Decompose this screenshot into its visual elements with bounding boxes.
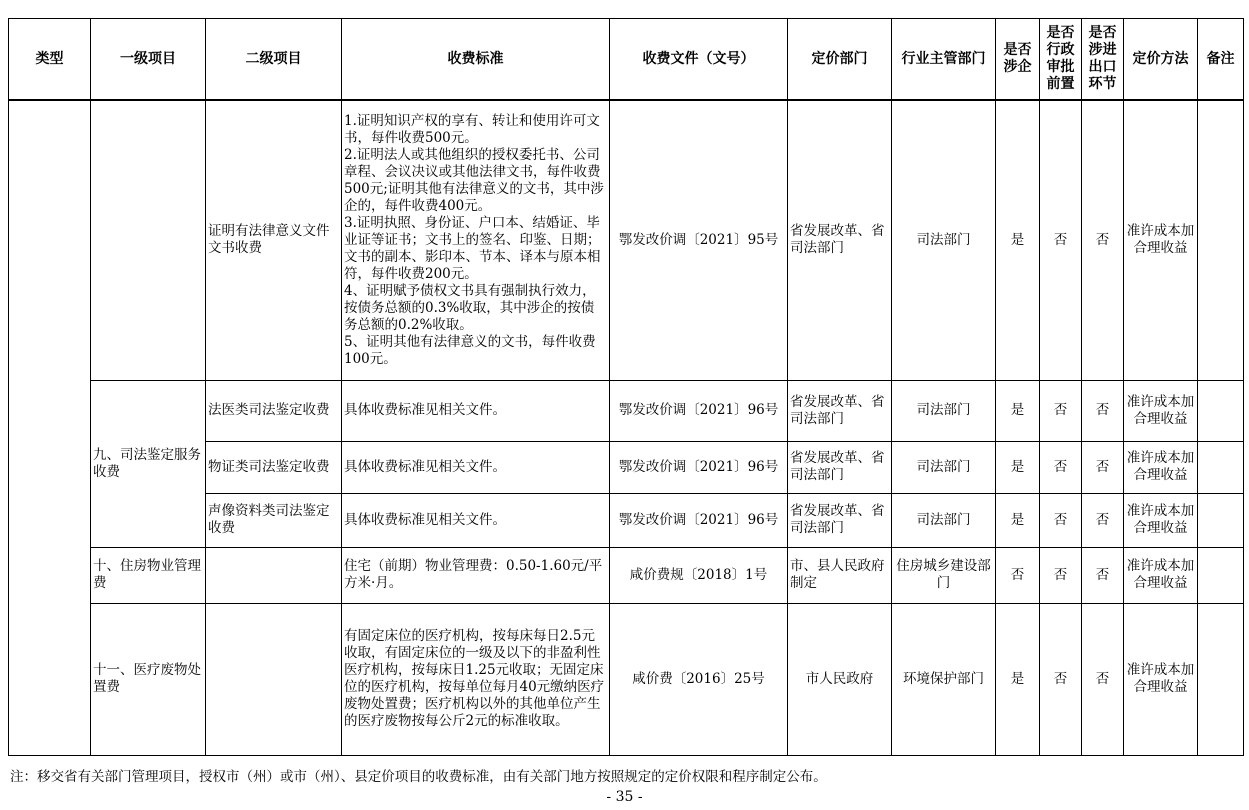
cell-pricing-method: 准许成本加合理收益 xyxy=(1124,441,1198,493)
header-level2: 二级项目 xyxy=(206,19,342,101)
cell-industry-dept: 司法部门 xyxy=(892,100,996,380)
cell-pricing-dept: 省发展改革、省司法部门 xyxy=(788,441,892,493)
cell-level1: 十、住房物业管理费 xyxy=(91,547,206,603)
cell-level2: 法医类司法鉴定收费 xyxy=(206,380,342,441)
standard-item: 5、证明其他有法律意义的文书，每件收费100元。 xyxy=(344,333,596,367)
header-pricing-method: 定价方法 xyxy=(1124,19,1198,101)
table-row xyxy=(9,380,1244,441)
cell-pricing-method: 准许成本加合理收益 xyxy=(1124,493,1198,547)
cell-remarks xyxy=(1198,380,1244,441)
header-level1: 一级项目 xyxy=(91,19,206,101)
cell-export-link: 否 xyxy=(1082,493,1124,547)
standard-item: 1.证明知识产权的享有、转让和使用许可文书，每件收费500元。 xyxy=(344,112,600,146)
cell-type xyxy=(9,100,91,755)
cell-export-link: 否 xyxy=(1082,603,1124,755)
cell-pre-approval: 否 xyxy=(1040,100,1082,380)
cell-document: 鄂发改价调〔2021〕96号 xyxy=(610,380,788,441)
cell-involves-enterprise: 是 xyxy=(996,603,1040,755)
cell-document: 咸价费规〔2018〕1号 xyxy=(610,547,788,603)
cell-pricing-dept: 省发展改革、省司法部门 xyxy=(788,493,892,547)
cell-export-link: 否 xyxy=(1082,441,1124,493)
cell-pricing-method: 准许成本加合理收益 xyxy=(1124,100,1198,380)
cell-pricing-dept: 省发展改革、省司法部门 xyxy=(788,380,892,441)
cell-remarks xyxy=(1198,547,1244,603)
cell-pre-approval: 否 xyxy=(1040,380,1082,441)
cell-pricing-dept: 市人民政府 xyxy=(788,603,892,755)
header-type: 类型 xyxy=(9,19,91,101)
cell-pricing-method: 准许成本加合理收益 xyxy=(1124,603,1198,755)
cell-pre-approval: 否 xyxy=(1040,603,1082,755)
cell-involves-enterprise: 是 xyxy=(996,441,1040,493)
cell-remarks xyxy=(1198,603,1244,755)
cell-level2: 声像资料类司法鉴定收费 xyxy=(206,493,342,547)
page-number: - 35 - xyxy=(606,789,643,805)
cell-involves-enterprise: 是 xyxy=(996,100,1040,380)
cell-remarks xyxy=(1198,441,1244,493)
cell-industry-dept: 司法部门 xyxy=(892,380,996,441)
table-row xyxy=(9,100,1244,380)
cell-document: 鄂发改价调〔2021〕96号 xyxy=(610,441,788,493)
cell-standard xyxy=(342,100,610,380)
cell-industry-dept: 司法部门 xyxy=(892,441,996,493)
standard-item: 4、证明赋予债权文书具有强制执行效力，按债务总额的0.3%收取，其中涉企的按债务总额的0.2%收取。 xyxy=(344,282,596,333)
cell-export-link: 否 xyxy=(1082,380,1124,441)
header-pre-approval: 是否 行政 审批 前置 xyxy=(1040,19,1082,101)
cell-level2 xyxy=(206,603,342,755)
header-pricing-dept: 定价部门 xyxy=(788,19,892,101)
header-industry-dept: 行业主管部门 xyxy=(892,19,996,101)
cell-remarks xyxy=(1198,493,1244,547)
cell-standard: 具体收费标准见相关文件。 xyxy=(342,441,610,493)
cell-level1: 十一、医疗废物处置费 xyxy=(91,603,206,755)
fee-table xyxy=(8,18,1244,756)
cell-level2: 证明有法律意义文件文书收费 xyxy=(206,100,342,380)
standard-item: 3.证明执照、身份证、户口本、结婚证、毕业证等证书；文书上的签名、印鉴、日期；文书的副本、影印本、节本、译本与原本相符，每件收费200元。 xyxy=(344,214,601,282)
cell-level2: 物证类司法鉴定收费 xyxy=(206,441,342,493)
table-row xyxy=(9,603,1244,755)
cell-standard: 具体收费标准见相关文件。 xyxy=(342,380,610,441)
cell-pre-approval: 否 xyxy=(1040,441,1082,493)
cell-pricing-method: 准许成本加合理收益 xyxy=(1124,547,1198,603)
standard-item: 2.证明法人或其他组织的授权委托书、公司章程、会议决议或其他法律文书，每件收费500元;证明其他有法律意义的文书，其中涉企的，每件收费400元。 xyxy=(344,146,604,214)
cell-level2 xyxy=(206,547,342,603)
header-standard: 收费标准 xyxy=(342,19,610,101)
cell-standard: 具体收费标准见相关文件。 xyxy=(342,493,610,547)
cell-document: 鄂发改价调〔2021〕96号 xyxy=(610,493,788,547)
cell-standard: 住宅（前期）物业管理费：0.50-1.60元/平方米·月。 xyxy=(342,547,610,603)
cell-export-link: 否 xyxy=(1082,100,1124,380)
cell-export-link: 否 xyxy=(1082,547,1124,603)
header-export-link: 是否 涉进 出口 环节 xyxy=(1082,19,1124,101)
cell-industry-dept: 住房城乡建设部门 xyxy=(892,547,996,603)
cell-level1 xyxy=(91,100,206,380)
footnote: 注：移交省有关部门管理项目，授权市（州）或市（州）、县定价项目的收费标准，由有关部门地方按照规定的定价权限和程序制定公布。 xyxy=(10,769,827,785)
cell-level1: 九、司法鉴定服务收费 xyxy=(91,380,206,547)
cell-remarks xyxy=(1198,100,1244,380)
cell-pre-approval: 否 xyxy=(1040,493,1082,547)
header-remarks: 备注 xyxy=(1198,19,1244,101)
header-involves-enterprise: 是否 涉企 xyxy=(996,19,1040,101)
cell-involves-enterprise: 是 xyxy=(996,493,1040,547)
cell-industry-dept: 司法部门 xyxy=(892,493,996,547)
cell-pricing-dept: 省发展改革、省司法部门 xyxy=(788,100,892,380)
cell-pricing-method: 准许成本加合理收益 xyxy=(1124,380,1198,441)
cell-involves-enterprise: 是 xyxy=(996,380,1040,441)
header-row xyxy=(9,19,1244,101)
header-document: 收费文件（文号） xyxy=(610,19,788,101)
table-row xyxy=(9,547,1244,603)
cell-document: 鄂发改价调〔2021〕95号 xyxy=(610,100,788,380)
cell-involves-enterprise: 否 xyxy=(996,547,1040,603)
cell-standard: 有固定床位的医疗机构，按每床每日2.5元收取，有固定床位的一级及以下的非盈利性医疗机构，按每床日1.25元收取；无固定床位的医疗机构，按每单位每月40元缴纳医疗废物处置费；医疗机构以外的其他单位产生的医疗废物按每公斤2元的标准收取。 xyxy=(342,603,610,755)
cell-industry-dept: 环境保护部门 xyxy=(892,603,996,755)
cell-document: 咸价费〔2016〕25号 xyxy=(610,603,788,755)
cell-pre-approval: 否 xyxy=(1040,547,1082,603)
cell-pricing-dept: 市、县人民政府制定 xyxy=(788,547,892,603)
